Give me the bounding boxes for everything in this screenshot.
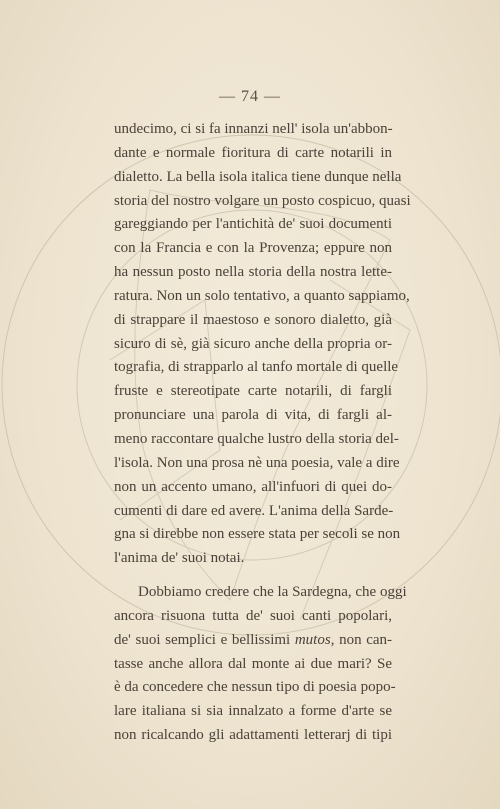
paragraph-1: [114, 118, 411, 571]
text-line: cumenti di dare ed avere. L'anima della Sarde-: [114, 502, 394, 519]
text-line: Dobbiamo credere che la Sardegna, che oggi: [138, 584, 407, 601]
text-line: non un accento umano, all'infuori di quei do-: [114, 478, 392, 495]
text-line: storia del nostro volgare un posto cospicuo, quasi: [114, 192, 411, 209]
text-line: dialetto. La bella isola italica tiene dunque nella: [114, 168, 402, 185]
text-line: con la Francia e con la Provenza; eppure non: [114, 240, 392, 257]
text-line: ancora risuona tutta de' suoi canti popolari,: [114, 607, 392, 624]
text-line: sicuro di sè, già sicuro anche della propria or-: [114, 335, 392, 352]
text-line: dante e normale fioritura di carte notarili in: [114, 144, 392, 161]
text-line: ratura. Non un solo tentativo, a quanto sappiamo,: [114, 287, 410, 304]
paragraph-2: [114, 581, 407, 748]
text-line: tasse anche allora dal monte ai due mari? Se: [114, 655, 392, 672]
text-line: gna si direbbe non essere stata per secoli se non: [114, 526, 401, 543]
text-line: ha nessun posto nella storia della nostra lette-: [114, 264, 392, 281]
text-line: meno raccontare qualche lustro della storia del-: [114, 430, 399, 447]
text-line: gareggiando per l'antichità de' suoi documenti: [114, 216, 392, 233]
text-line: fruste e stereotipate carte notarili, di fargli: [114, 383, 392, 400]
text-line: pronunciare una parola di vita, di fargli al-: [114, 407, 392, 424]
body-text: [114, 118, 411, 748]
text-line: non ricalcando gli adattamenti letterarj di tipi: [114, 727, 392, 744]
text-line: l'anima de' suoi notai.: [114, 550, 245, 567]
text-line: di strappare il maestoso e sonoro dialetto, già: [114, 311, 392, 328]
text-line: l'isola. Non una prosa nè una poesia, vale a dire: [114, 454, 400, 471]
text-line: lare italiana si sia innalzato a forme d'arte se: [114, 703, 392, 720]
text-line: undecimo, ci si fa innanzi nell' isola un'abbon-: [114, 121, 393, 137]
text-line: tografia, di strapparlo al tanfo mortale di quelle: [114, 359, 399, 376]
text-line: è da concedere che nessun tipo di poesia popo-: [114, 679, 396, 696]
italic-word: mutos: [294, 631, 331, 648]
text-line: de' suoi semplici e bellissimi mutos, non can-: [114, 631, 393, 648]
paragraph-gap: [114, 571, 392, 581]
page-number: — 74 —: [219, 88, 281, 105]
